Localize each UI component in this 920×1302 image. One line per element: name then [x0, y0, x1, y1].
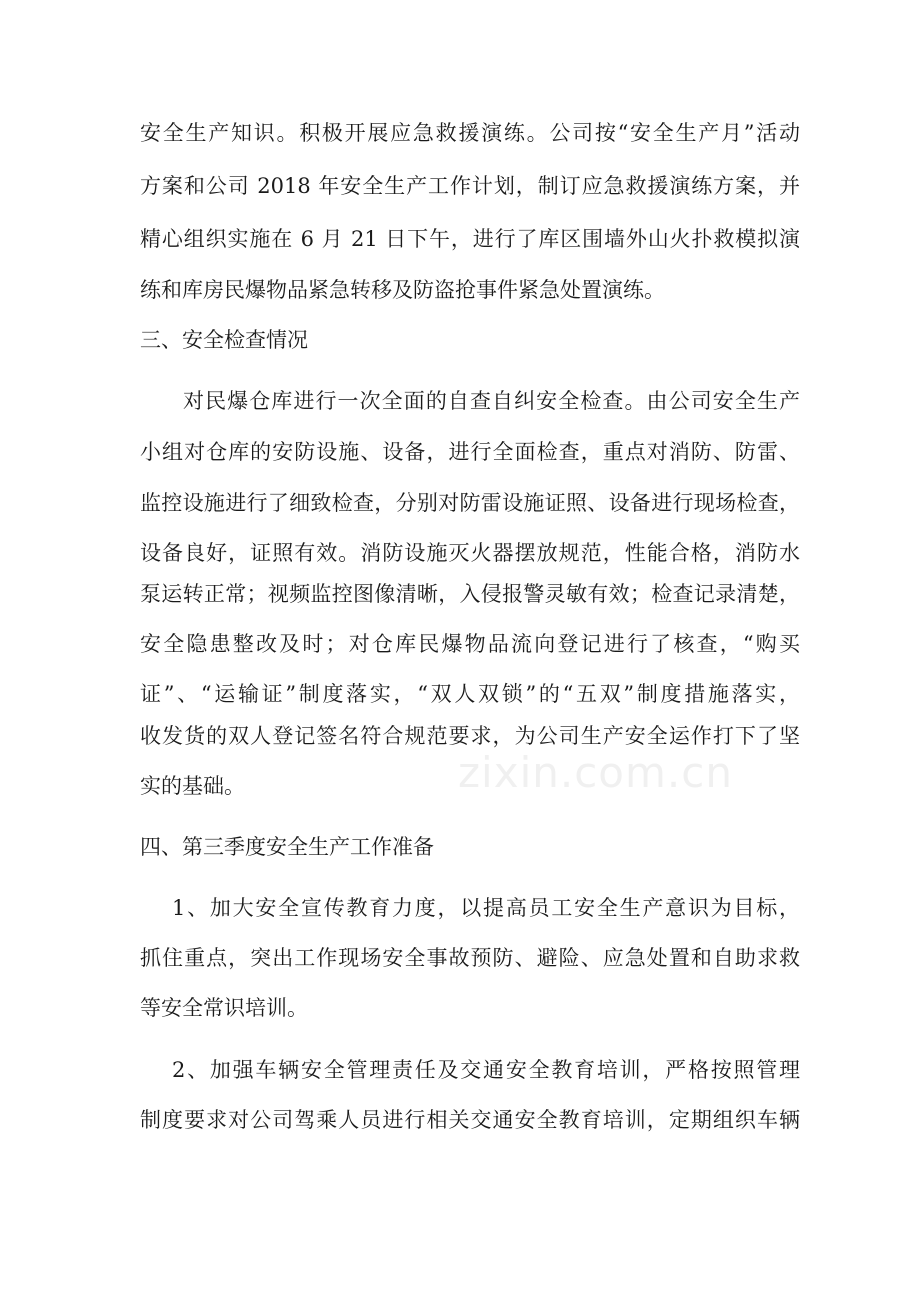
paragraph-line: 实的基础。 — [140, 774, 245, 798]
list-item-line: 抓住重点，突出工作现场安全事故预防、避险、应急处置和自助求救 — [140, 946, 800, 970]
paragraph-line: 泵运转正常；视频监控图像清晰，入侵报警灵敏有效；检查记录清楚， — [140, 582, 800, 606]
paragraph-line: 安全隐患整改及时；对仓库民爆物品流向登记进行了核查，“购买 — [140, 632, 800, 656]
paragraph-line: 收发货的双人登记签名符合规范要求，为公司生产安全运作打下了坚 — [140, 724, 800, 748]
list-item-line: 等安全常识培训。 — [140, 996, 308, 1020]
list-item-line: 1、加大安全宣传教育力度，以提高员工安全生产意识为目标， — [172, 896, 800, 920]
section-heading: 三、安全检查情况 — [140, 328, 308, 352]
paragraph-line: 小组对仓库的安防设施、设备，进行全面检查，重点对消防、防雷、 — [140, 440, 800, 464]
list-item-line: 制度要求对公司驾乘人员进行相关交通安全教育培训，定期组织车辆 — [140, 1108, 800, 1132]
paragraph-line: 监控设施进行了细致检查，分别对防雷设施证照、设备进行现场检查， — [140, 491, 800, 515]
paragraph-line: 证”、“运输证”制度落实，“双人双锁”的“五双”制度措施落实， — [140, 682, 800, 706]
paragraph-line: 方案和公司 2018 年安全生产工作计划，制订应急救援演练方案，并 — [140, 174, 800, 198]
list-item-line: 2、加强车辆安全管理责任及交通安全教育培训，严格按照管理 — [172, 1058, 800, 1082]
paragraph-line: 对民爆仓库进行一次全面的自查自纠安全检查。由公司安全生产 — [183, 389, 800, 413]
section-heading: 四、第三季度安全生产工作准备 — [140, 835, 434, 859]
paragraph-line: 精心组织实施在 6 月 21 日下午，进行了库区围墙外山火扑救模拟演 — [140, 227, 800, 251]
paragraph-line: 安全生产知识。积极开展应急救援演练。公司按“安全生产月”活动 — [140, 121, 800, 145]
paragraph-line: 设备良好，证照有效。消防设施灭火器摆放规范，性能合格，消防水 — [140, 541, 800, 565]
watermark: zixin.com.cn — [458, 748, 733, 797]
paragraph-line: 练和库房民爆物品紧急转移及防盗抢事件紧急处置演练。 — [140, 278, 665, 302]
